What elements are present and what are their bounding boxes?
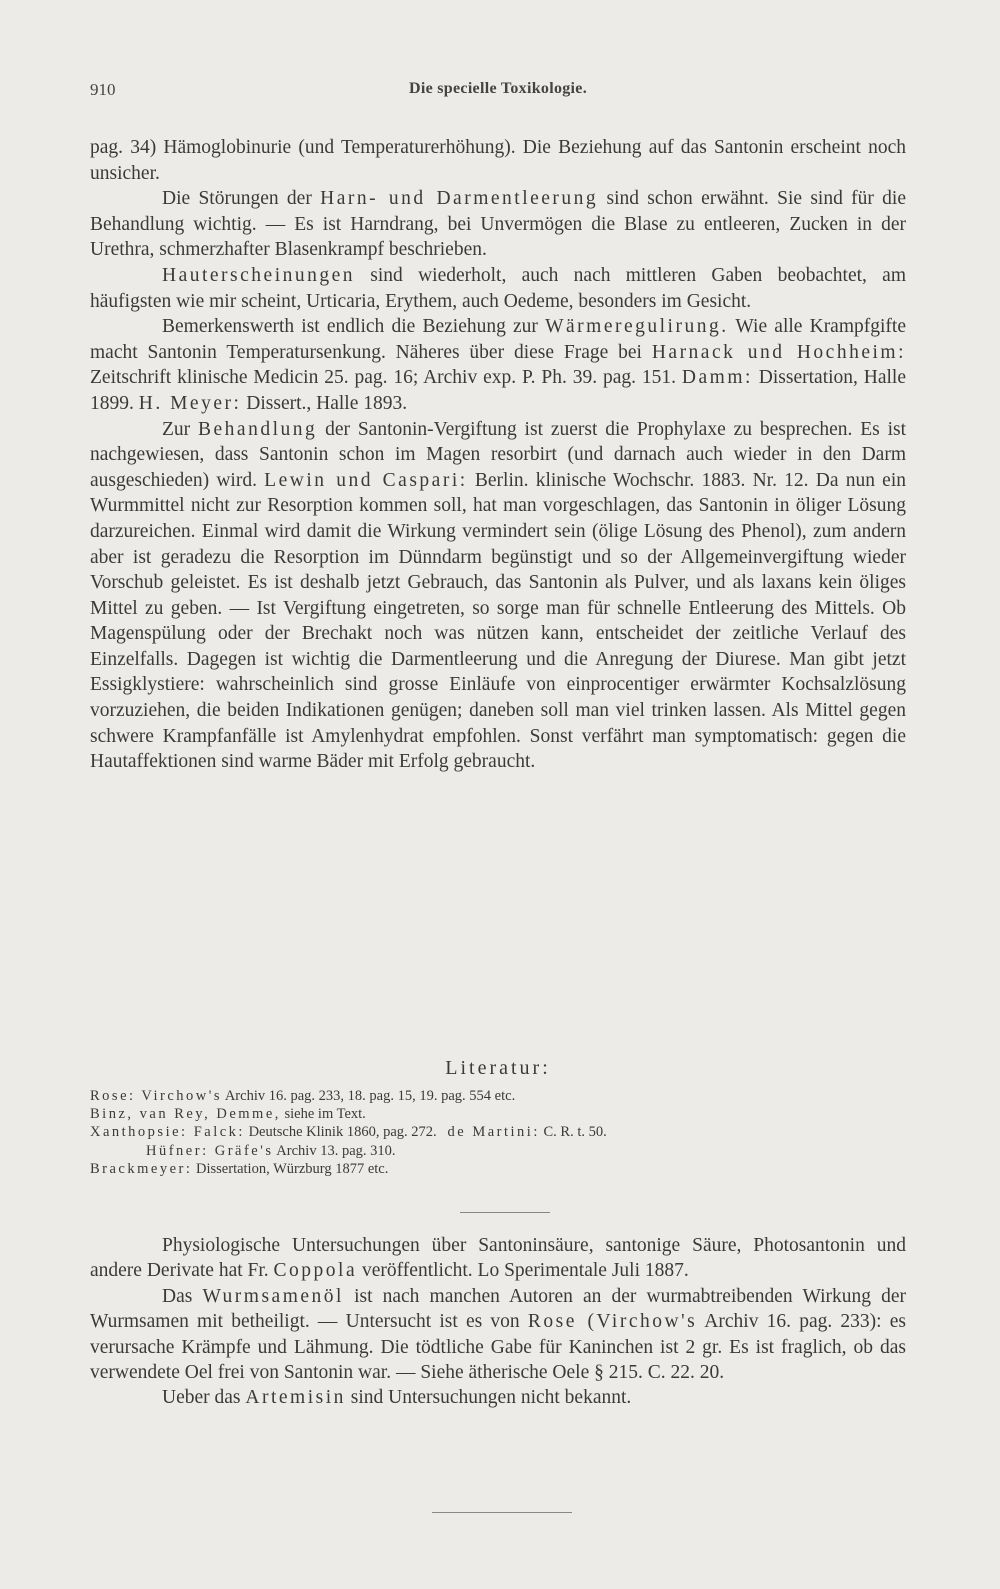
spaced-author: de Martini:: [447, 1124, 540, 1141]
text-run: Deutsche Klinik 1860, pag. 272.: [244, 1124, 448, 1141]
literature-list: [90, 1087, 906, 1178]
end-divider: [432, 1512, 572, 1513]
spaced-term: Behandlung: [198, 418, 318, 440]
text-run: Das: [162, 1285, 203, 1307]
literature-heading: Literatur:: [445, 1057, 551, 1079]
paragraph-waerme: [90, 314, 906, 416]
paragraph-harn-darm: [90, 186, 906, 263]
spaced-author: Rose: Virchow's: [90, 1088, 223, 1104]
text-run: veröffentlicht. Lo Sperimentale Juli 1887.: [357, 1260, 689, 1282]
literature-entry: [90, 1087, 906, 1105]
appendix-text: [90, 1233, 906, 1411]
text-run: siehe im Text.: [280, 1106, 366, 1123]
spaced-author: H. Meyer:: [138, 392, 242, 414]
paragraph-haut: [90, 263, 906, 314]
spaced-term: Wärmeregulirung.: [545, 316, 729, 338]
text-run: Wie alle Krampfgifte macht Santonin Temperatursenkung. Näheres über diese Frage bei: [90, 316, 906, 363]
text-run: sind Untersuchungen nicht bekannt.: [345, 1387, 632, 1409]
page-number: 910: [90, 80, 116, 99]
main-text: [90, 135, 906, 775]
text-run: C. R. t. 50.: [539, 1124, 607, 1141]
spaced-term: Hauterscheinungen: [162, 264, 356, 286]
spaced-author: Lewin und Caspari:: [264, 469, 468, 491]
text-run: Zeitschrift klinische Medicin 25. pag. 16; Archiv exp. P. Ph. 39. pag. 151.: [90, 367, 682, 389]
text-run: Archiv 13. pag. 310.: [273, 1142, 396, 1159]
text-run: Dissertation, Halle 1899.: [90, 367, 907, 414]
spaced-author: Coppola: [273, 1260, 358, 1282]
page-header: [90, 80, 906, 108]
literature-entry: [90, 1123, 906, 1141]
text-run: Dissert., Halle 1893.: [241, 392, 408, 414]
literature-entry: [90, 1105, 906, 1123]
literature-entry: [90, 1160, 906, 1178]
text-run: Bemerkenswerth ist endlich die Beziehung zur: [162, 316, 546, 338]
text-run: Physiologische Untersuchungen über Santoninsäure, santonige Säure, Photosantonin und andere Derivate hat Fr.: [90, 1235, 906, 1282]
text-run: sind schon erwähnt. Sie sind für die Behandlung wichtig. — Es ist Harndrang, bei Unvermögen die Blase zu entleeren, Zucken in der Urethra, schmerzhafter Blasenkrampf beschrieben.: [90, 188, 907, 261]
paragraph-text: pag. 34) Hämoglobinurie (und Temperaturerhöhung). Die Beziehung auf das Santonin erscheint noch unsicher.: [90, 137, 906, 184]
spaced-term: Harn- und Darmentleerung: [320, 188, 599, 210]
text-run: Archiv 16. pag. 233): es verursache Krämpfe und Lähmung. Die tödtliche Gabe für Kaninchen ist 2 gr. Es ist fraglich, ob das verwendete Oel frei von Santonin war. — Siehe ätherische Oele § 215. C. 22. 20.: [90, 1311, 906, 1384]
spaced-term: Wurmsamenöl: [202, 1285, 344, 1307]
spaced-author: Harnack und Hochheim:: [651, 341, 906, 363]
spaced-author: Binz, van Rey, Demme,: [90, 1106, 281, 1123]
text-run: Berlin. klinische Wochschr. 1883. Nr. 12. Da nun ein Wurmmittel nicht zur Resorption kommen soll, hat man vorgeschlagen, das Santonin in öliger Lösung darzureichen. Einmal wird damit die Wirkung vermindert sein (ölige Lösung des Phenol), zum andern aber ist geradezu die Resorption im Dünndarm begünstigt und so der Allgemeinvergiftung wieder Vorschub geleistet. Es ist deshalb jetzt Gebrauch, das Santonin als Pulver, und als laxans kein öliges Mittel zu geben. — Ist Vergiftung eingetreten, so sorge man für schnelle Entleerung des Mittels. Ob Magenspülung oder der Brechakt noch was nützen kann, entscheidet der zeitliche Verlauf des Einzelfalls. Dagegen ist wichtig die Darmentleerung und die Anregung der Diurese. Man gibt jetzt Essigklystiere: wahrscheinlich sind grosse Einläufe von einprocentiger erwärmter Kochsalzlösung vorzuziehen, die beiden Indikationen genügen; daneben soll man viel trinken lassen. Als Mittel gegen schwere Krampfanfälle ist Amylenhydrat empfohlen. Sonst verfährt man symptomatisch: gegen die Hautaffektionen sind warme Bäder mit Erfolg gebraucht.: [90, 469, 906, 773]
text-run: der Santonin-Vergiftung ist zuerst die Prophylaxe zu besprechen. Es ist nachgewiesen, dass Santonin schon im Magen resorbirt (und darnach auch wieder in den Darm ausgeschieden) wird.: [90, 418, 907, 491]
text-run: Dissertation, Würzburg 1877 etc.: [192, 1160, 389, 1177]
text-run: Archiv 16. pag. 233, 18. pag. 15, 19. pag. 554 etc.: [222, 1088, 516, 1104]
paragraph-continuation: [90, 135, 906, 186]
spaced-term: Artemisin: [245, 1387, 346, 1409]
paragraph-artemisin: [90, 1385, 906, 1410]
text-run: Ueber das: [162, 1387, 246, 1409]
section-divider: [460, 1212, 550, 1213]
paragraph-behandlung: [90, 417, 906, 775]
spaced-author: Xanthopsie: Falck:: [90, 1124, 245, 1141]
literature-entry: [90, 1142, 906, 1160]
paragraph-coppola: [90, 1233, 906, 1284]
spaced-author: Damm:: [681, 367, 753, 389]
running-title: Die specielle Toxikologie.: [408, 80, 588, 97]
text-run: Zur: [162, 418, 199, 440]
spaced-author: Brackmeyer:: [90, 1160, 193, 1177]
text-run: sind wiederholt, auch nach mittleren Gaben beobachtet, am häufigsten wie mir scheint, Urticaria, Erythem, auch Oedeme, besonders im Gesicht.: [90, 264, 906, 312]
text-run: Die Störungen der: [162, 188, 321, 210]
spaced-author: Hüfner: Gräfe's: [146, 1142, 274, 1159]
text-run: ist nach manchen Autoren an der wurmabtreibenden Wirkung der Wurmsamen mit betheiligt. — Untersucht ist es von: [90, 1285, 906, 1333]
spaced-author: Rose (Virchow's: [527, 1311, 698, 1333]
paragraph-wurmsamenoel: [90, 1284, 906, 1386]
